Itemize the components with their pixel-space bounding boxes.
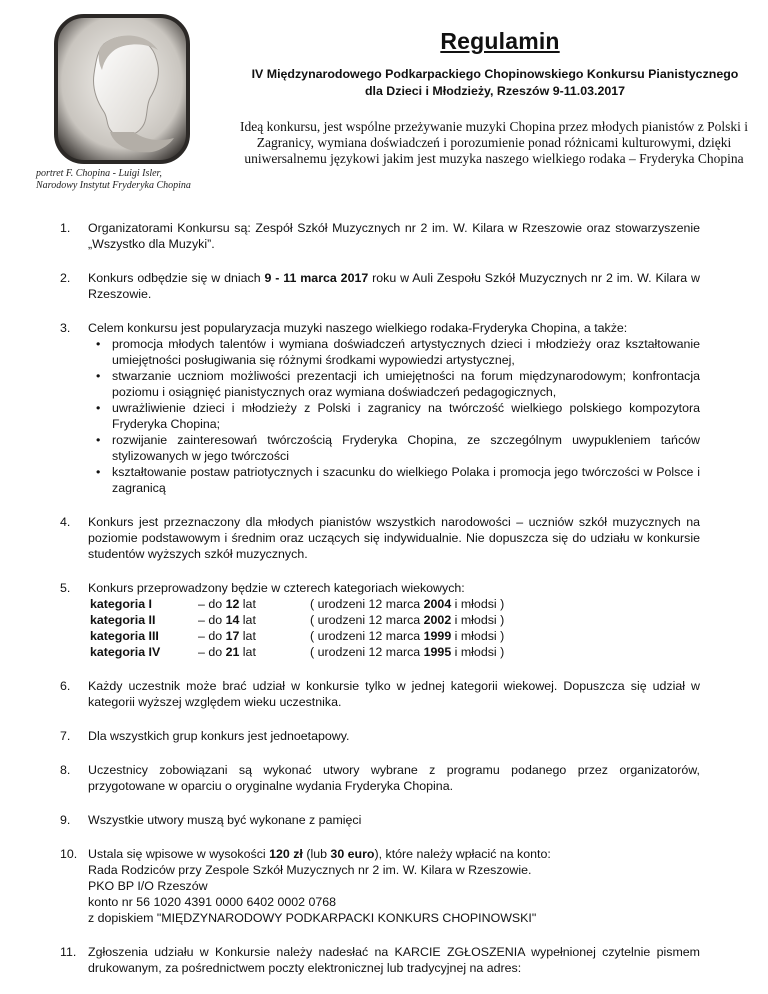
category-name: kategoria III — [90, 629, 159, 643]
goal-text: rozwijanie zainteresowań twórczością Fryderyka Chopina, ze szczególnym uwypukleniem tańców stylizowanych w jego twórczości — [112, 433, 700, 463]
category-age — [176, 596, 304, 612]
rule-number: 4. — [60, 515, 71, 529]
subtitle-line-2: dla Dzieci i Młodzieży, Rzeszów 9-11.03.2017 — [364, 84, 626, 98]
age-unit: lat — [239, 629, 256, 643]
rule-text: Wszystkie utwory muszą być wykonane z pamięci — [88, 813, 362, 827]
contest-dates: 9 - 11 marca 2017 — [264, 271, 369, 285]
table-row — [90, 612, 504, 628]
birth-suffix: i młodsi ) — [451, 629, 505, 643]
bullet: • — [96, 433, 101, 447]
page-title: Regulamin — [440, 28, 560, 54]
rule-item-8 — [60, 762, 700, 794]
rule-text: Dla wszystkich grup konkurs jest jednoetapowy. — [88, 729, 350, 743]
rule-item-2 — [60, 270, 700, 302]
subtitle — [216, 66, 768, 100]
birth-year: 2002 — [423, 613, 452, 627]
category-birth — [304, 596, 504, 612]
birth-year: 1999 — [423, 629, 452, 643]
age-limit: 12 — [225, 597, 240, 611]
category-name: kategoria IV — [90, 645, 161, 659]
rule-text — [88, 846, 700, 862]
rule-item-6 — [60, 678, 700, 710]
rule-text-part: roku w Auli Zespołu Szkół Muzycznych nr 2 im. W. Kilara w Rzeszowie. — [88, 271, 700, 301]
birth-prefix: ( urodzeni 12 marca — [310, 629, 424, 643]
birth-suffix: i młodsi ) — [451, 645, 505, 659]
bullet: • — [96, 369, 101, 383]
birth-suffix: i młodsi ) — [451, 597, 505, 611]
birth-suffix: i młodsi ) — [451, 613, 505, 627]
account-holder: Rada Rodziców przy Zespole Szkół Muzycznych nr 2 im. W. Kilara w Rzeszowie. — [88, 863, 532, 877]
category-name: kategoria I — [90, 597, 152, 611]
age-unit: lat — [239, 645, 256, 659]
rule-number: 9. — [60, 813, 71, 827]
rule-text-part: (lub — [302, 847, 331, 861]
bank-name: PKO BP I/O Rzeszów — [88, 879, 208, 893]
age-prefix: – do — [198, 629, 226, 643]
rule-item-11 — [60, 944, 700, 976]
goal-text: stwarzanie uczniom możliwości prezentacji ich umiejętności na forum międzynarodowym; konfrontacja poziomu i osiągnięć pianistycznych oraz wymiana doświadczeń pedagogicznych, — [112, 369, 700, 399]
transfer-title: z dopiskiem "MIĘDZYNARODOWY PODKARPACKI KONKURS CHOPINOWSKI" — [88, 911, 537, 925]
bullet: • — [96, 337, 101, 351]
rule-number: 1. — [60, 221, 71, 235]
rule-text: Każdy uczestnik może brać udział w konkursie tylko w jednej kategorii wiekowej. Dopuszcza się udział w kategorii wyższej względem wieku uczestnika. — [88, 679, 700, 709]
age-unit: lat — [239, 597, 256, 611]
subtitle-line-1: IV Międzynarodowego Podkarpackiego Chopinowskiego Konkursu Pianistycznego — [251, 67, 739, 81]
contest-idea-text: Ideą konkursu, jest wspólne przeżywanie muzyki Chopina przez młodych pianistów z Polski i Zagranicy, wymiana doświadczeń i porozumienie ponad różnicami kulturowymi, dzięki uniwersalnemu językowi jakim jest muzyka naszego wielkiego rodaka – Fryderyka Chopina — [239, 119, 748, 166]
rule-text: Konkurs jest przeznaczony dla młodych pianistów wszystkich narodowości – uczniów szkół muzycznych na poziomie podstawowym i średnim oraz uczących się indywidualnie. Nie dopuszcza się do udziału w konkursie studentów wyższych szkół muzycznych. — [88, 515, 700, 561]
birth-prefix: ( urodzeni 12 marca — [310, 645, 424, 659]
rule-item-4 — [60, 514, 700, 562]
age-limit: 14 — [225, 613, 240, 627]
age-prefix: – do — [198, 597, 226, 611]
goal-item — [88, 336, 700, 368]
rule-item-1 — [60, 220, 700, 252]
age-limit: 21 — [225, 645, 240, 659]
birth-year: 2004 — [423, 597, 452, 611]
birth-year: 1995 — [423, 645, 452, 659]
table-row — [90, 596, 504, 612]
goal-text: uwrażliwienie dzieci i młodzieży z Polski i zagranicy na twórczość wielkiego polskiego kompozytora Fryderyka Chopina; — [112, 401, 700, 431]
age-prefix: – do — [198, 613, 226, 627]
goal-item — [88, 432, 700, 464]
birth-prefix: ( urodzeni 12 marca — [310, 613, 424, 627]
bullet: • — [96, 465, 101, 479]
birth-prefix: ( urodzeni 12 marca — [310, 597, 424, 611]
goals-list — [88, 336, 700, 496]
portrait-caption — [36, 168, 236, 192]
category-birth — [304, 628, 504, 644]
rule-item-7 — [60, 728, 700, 744]
caption-line-1: portret F. Chopina - Luigi Isler, — [36, 168, 162, 179]
rule-number: 10. — [60, 847, 78, 861]
category-birth — [304, 612, 504, 628]
fee-pln: 120 zł — [269, 847, 303, 861]
rule-text-part: Konkurs odbędzie się w dniach — [88, 271, 265, 285]
goal-item — [88, 368, 700, 400]
category-age — [176, 628, 304, 644]
age-prefix: – do — [198, 645, 226, 659]
rule-text: Organizatorami Konkursu są: Zespół Szkół Muzycznych nr 2 im. W. Kilara w Rzeszowie oraz stowarzyszenie „Wszystko dla Muzyki”. — [88, 221, 700, 251]
table-row — [90, 644, 504, 660]
rule-text: Celem konkursu jest popularyzacja muzyki naszego wielkiego rodaka-Fryderyka Chopina, a także: — [88, 321, 628, 335]
table-row — [90, 628, 504, 644]
age-limit: 17 — [225, 629, 240, 643]
rule-item-5 — [60, 580, 700, 660]
rule-item-9 — [60, 812, 700, 828]
rule-item-3 — [60, 320, 700, 496]
fee-eur: 30 euro — [330, 847, 375, 861]
rule-number: 11. — [60, 945, 77, 959]
rule-number: 6. — [60, 679, 71, 693]
chopin-portrait-image — [52, 14, 192, 164]
rule-number: 8. — [60, 763, 71, 777]
goal-item — [88, 464, 700, 496]
rule-number: 5. — [60, 581, 71, 595]
rule-text: Uczestnicy zobowiązani są wykonać utwory wybrane z programu podanego przez organizatorów, przygotowane w oparciu o oryginalne wydania Fryderyka Chopina. — [88, 763, 700, 793]
rule-text: Zgłoszenia udziału w Konkursie należy nadesłać na KARCIE ZGŁOSZENIA wypełnionej czytelnie pismem drukowanym, za pośrednictwem poczty elektronicznej lub tradycyjnej na adres: — [88, 945, 700, 975]
category-age — [176, 644, 304, 660]
account-number: konto nr 56 1020 4391 0000 6402 0002 0768 — [88, 895, 337, 909]
rule-item-10 — [60, 846, 700, 926]
rule-number: 2. — [60, 271, 71, 285]
goal-item — [88, 400, 700, 432]
rule-number: 7. — [60, 729, 71, 743]
rule-text-part: Ustala się wpisowe w wysokości — [88, 847, 270, 861]
category-name: kategoria II — [90, 613, 156, 627]
rule-text — [88, 270, 700, 302]
rule-text: Konkurs przeprowadzony będzie w czterech kategoriach wiekowych: — [88, 581, 465, 595]
age-unit: lat — [239, 613, 256, 627]
goal-text: kształtowanie postaw patriotycznych i szacunku do wielkiego Polaka i promocja jego twórczości w Polsce i zagranicą — [112, 465, 700, 495]
bullet: • — [96, 401, 101, 415]
goal-text: promocja młodych talentów i wymiana doświadczeń artystycznych dzieci i młodzieży oraz kształtowanie umiejętności posługiwania się różnymi środkami wypowiedzi artystycznej, — [112, 337, 700, 367]
age-categories-table — [90, 596, 504, 660]
caption-line-2: Narodowy Instytut Fryderyka Chopina — [36, 180, 191, 191]
rules-list — [60, 220, 700, 994]
rule-number: 3. — [60, 321, 71, 335]
category-birth — [304, 644, 504, 660]
rule-text-part: ), które należy wpłacić na konto: — [374, 847, 551, 861]
category-age — [176, 612, 304, 628]
